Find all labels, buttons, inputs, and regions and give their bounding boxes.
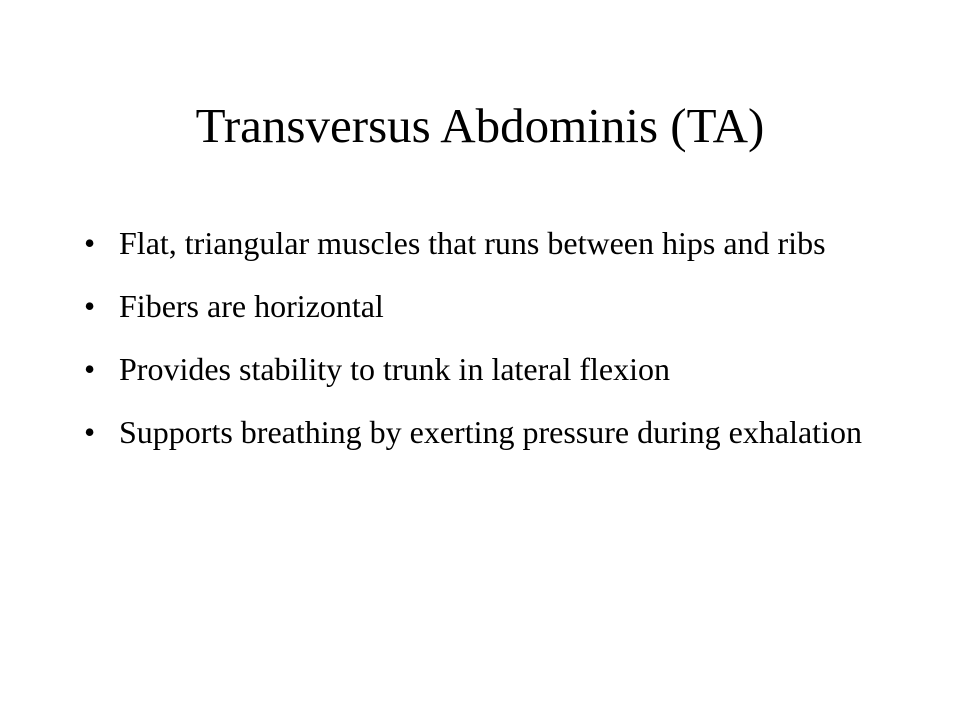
slide-title: Transversus Abdominis (TA) xyxy=(195,98,765,153)
bullet-text: Flat, triangular muscles that runs between hips and ribs xyxy=(119,225,826,261)
bullet-item xyxy=(84,350,864,388)
bullet-marker: • xyxy=(84,225,96,261)
bullet-item xyxy=(84,413,864,451)
bullet-text: Supports breathing by exerting pressure during exhalation xyxy=(119,414,862,450)
bullet-list xyxy=(84,224,864,476)
bullet-marker: • xyxy=(84,288,96,324)
bullet-marker: • xyxy=(84,351,96,387)
bullet-marker: • xyxy=(84,414,96,450)
bullet-text: Fibers are horizontal xyxy=(119,288,384,324)
bullet-item xyxy=(84,287,864,325)
bullet-text: Provides stability to trunk in lateral flexion xyxy=(119,351,671,387)
bullet-item xyxy=(84,224,864,262)
